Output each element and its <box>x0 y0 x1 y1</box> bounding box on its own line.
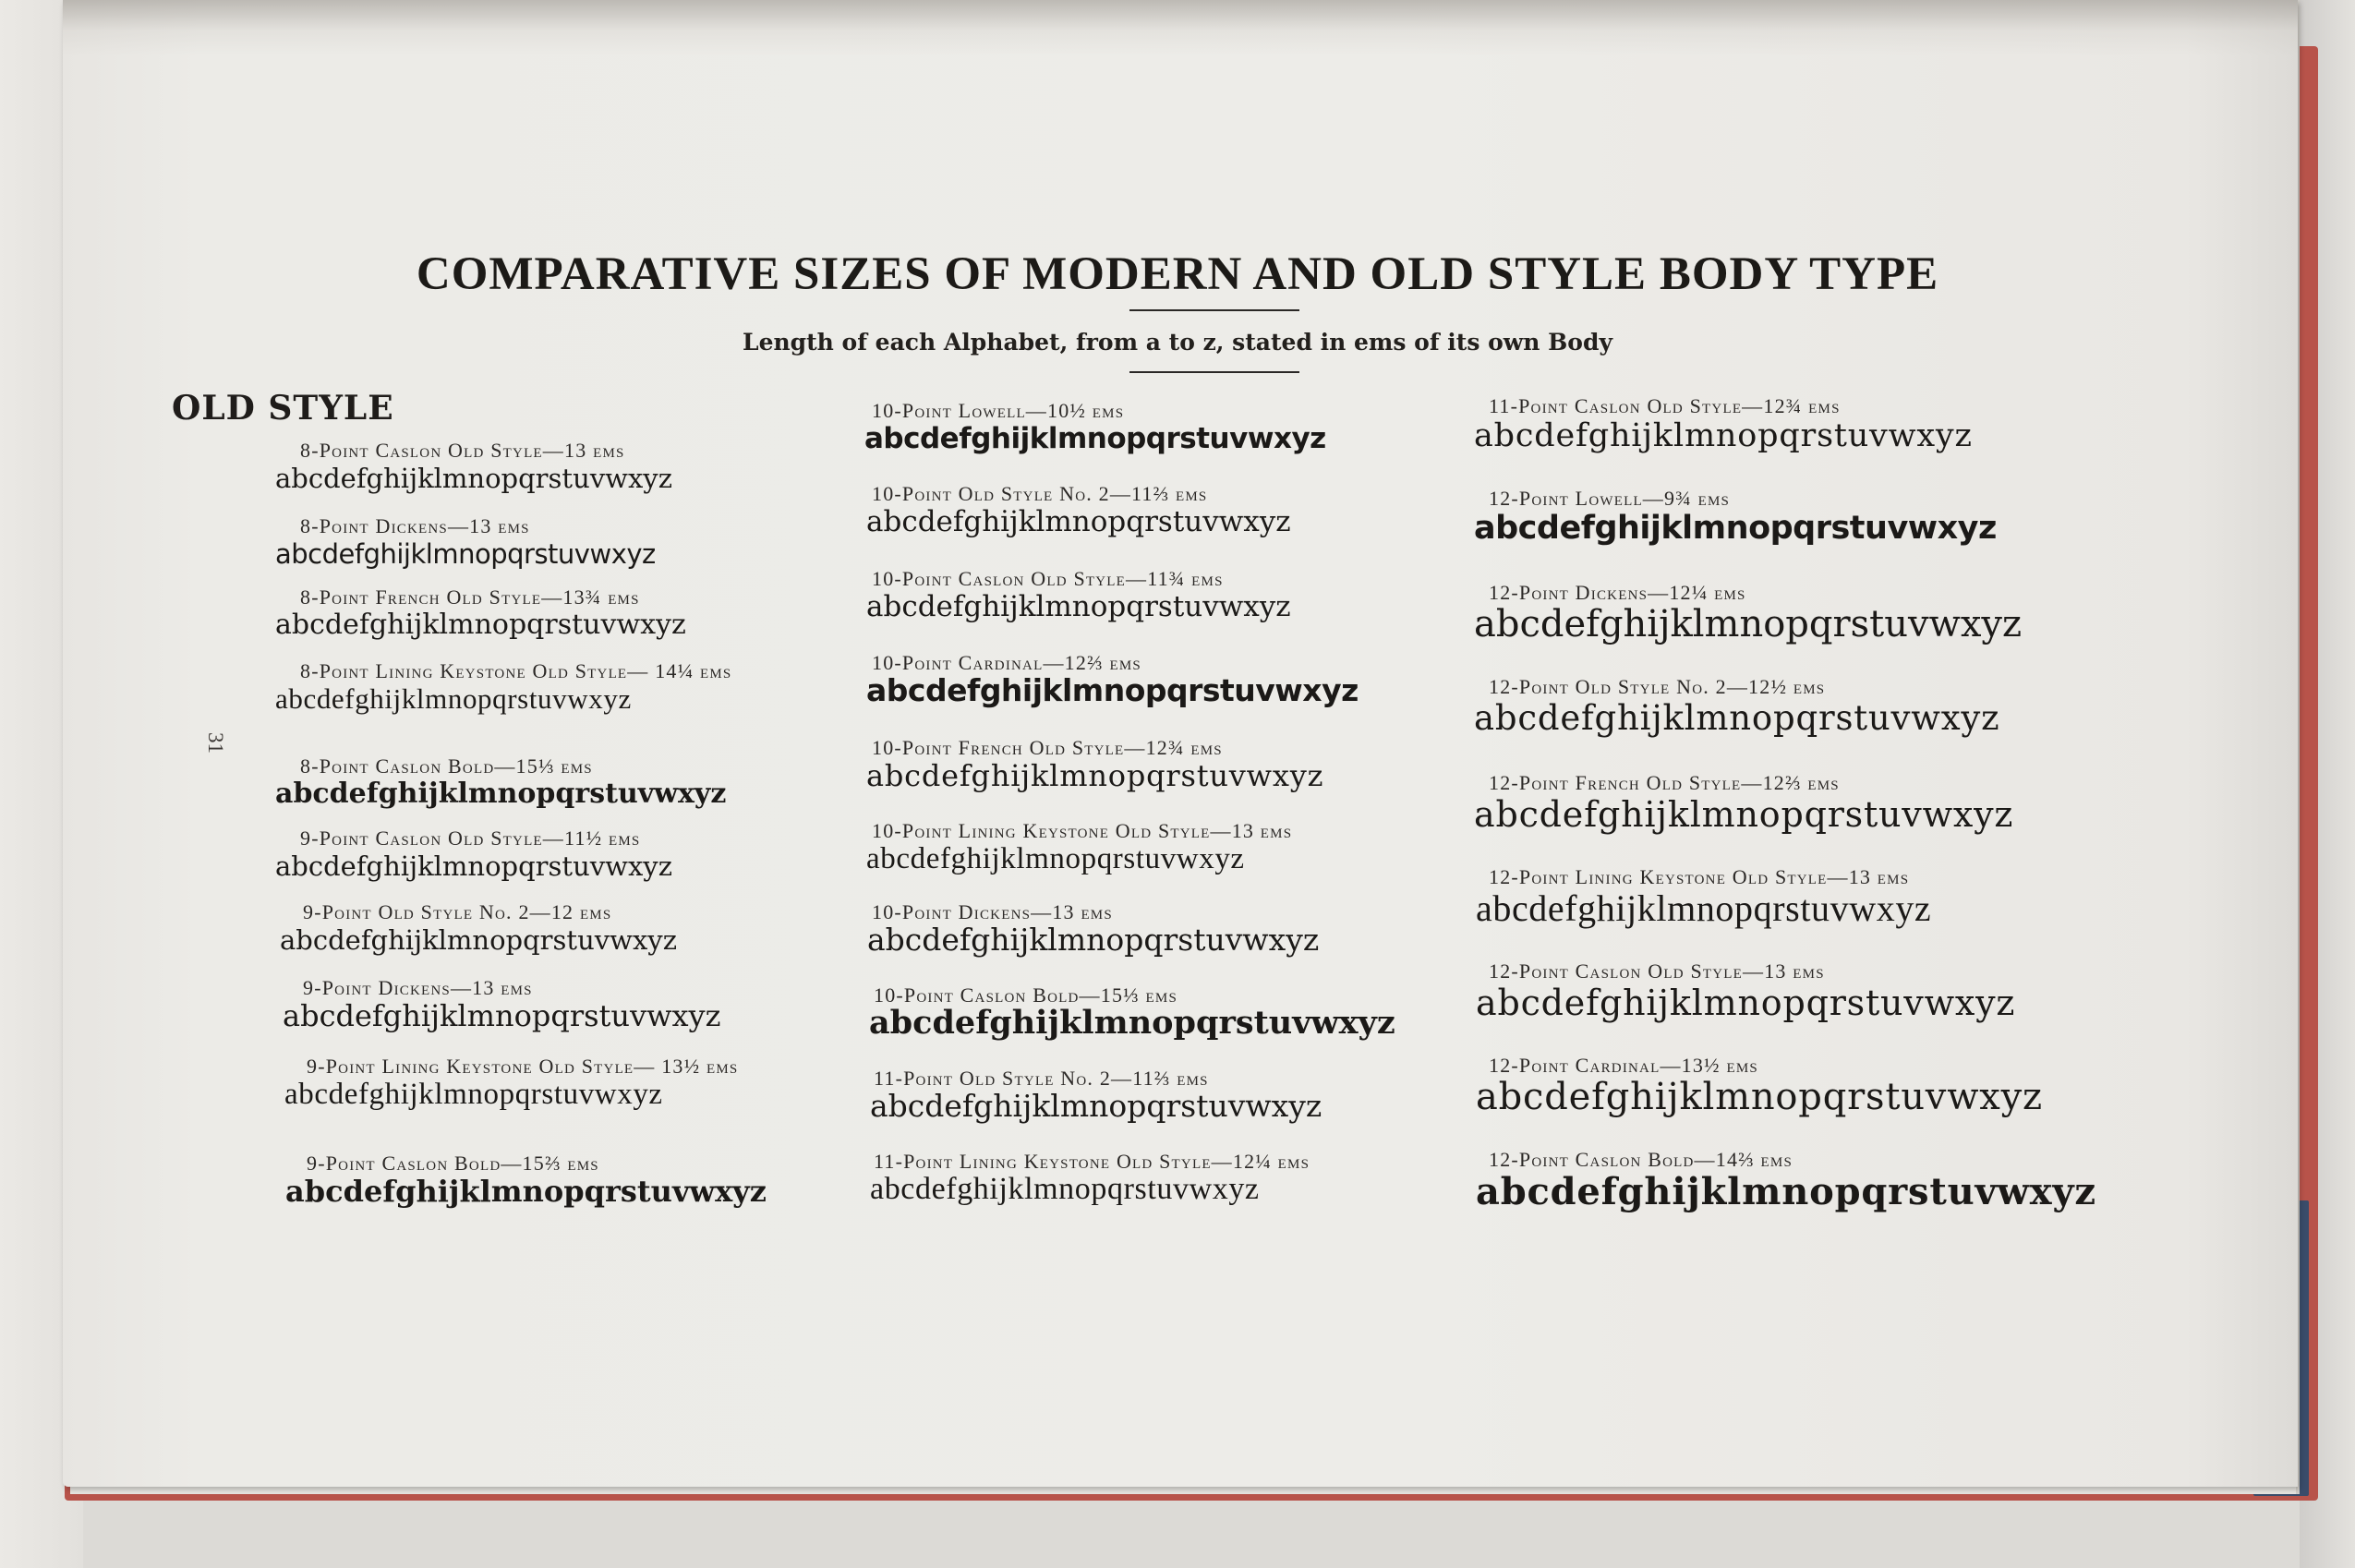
title-rule-top <box>1129 309 1299 311</box>
specimen-alphabet: abcdefghijklmnopqrstuvwxyz <box>866 505 1291 538</box>
specimen-alphabet: abcdefghijklmnopqrstuvwxyz <box>870 1088 1322 1124</box>
specimen-alphabet: abcdefghijklmnopqrstuvwxyz <box>866 590 1291 623</box>
specimen-alphabet: abcdefghijklmnopqrstuvwxyz <box>275 778 727 810</box>
type-specimen <box>1474 394 1973 454</box>
type-specimen <box>870 1150 1310 1206</box>
specimen-label: 10-Point Old Style No. 2—11⅔ ems <box>872 482 1208 505</box>
specimen-alphabet: abcdefghijklmnopqrstuvwxyz <box>1476 983 2016 1023</box>
specimen-label: 8-Point Caslon Bold—15⅓ ems <box>300 754 593 778</box>
specimen-label: 10-Point Dickens—13 ems <box>872 900 1113 923</box>
specimen-alphabet: abcdefghijklmnopqrstuvwxyz <box>1476 1076 2043 1118</box>
specimen-label: 12-Point Cardinal—13½ ems <box>1489 1054 1758 1077</box>
type-specimen <box>275 659 817 716</box>
type-specimen <box>866 567 1291 623</box>
specimen-label: 11-Point Caslon Old Style—12¾ ems <box>1489 394 1841 417</box>
specimen-label: 10-Point Caslon Bold—15⅓ ems <box>874 983 1178 1007</box>
specimen-alphabet: abcdefghijklmnopqrstuvwxyz <box>864 422 1326 455</box>
specimen-label: 9-Point Old Style No. 2—12 ems <box>303 900 612 923</box>
specimen-alphabet: abcdefghijklmnopqrstuvwxyz <box>285 1174 767 1209</box>
specimen-alphabet: abcdefghijklmnopqrstuvwxyz <box>1476 887 1932 929</box>
type-specimen <box>1474 771 2014 835</box>
specimen-alphabet: abcdefghijklmnopqrstuvwxyz <box>275 850 672 882</box>
type-specimen <box>866 651 1359 708</box>
type-specimen <box>1474 675 2000 739</box>
type-specimen <box>869 983 1395 1042</box>
type-specimen <box>870 1067 1322 1124</box>
specimen-alphabet: abcdefghijklmnopqrstuvwxyz <box>866 842 1245 875</box>
type-specimen <box>1476 959 2016 1023</box>
specimen-alphabet: abcdefghijklmnopqrstuvwxyz <box>1474 794 2014 835</box>
specimen-label: 12-Point Lining Keystone Old Style—13 ems <box>1489 865 1910 888</box>
column-heading-old-style: OLD STYLE <box>172 389 394 428</box>
type-specimen <box>1474 487 1997 547</box>
type-specimen <box>275 585 686 642</box>
type-specimen <box>866 819 1293 875</box>
type-specimen <box>864 399 1326 455</box>
type-specimen <box>283 976 721 1033</box>
type-specimen <box>1476 865 1932 929</box>
specimen-alphabet: abcdefghijklmnopqrstuvwxyz <box>283 998 721 1033</box>
specimen-label: 9-Point Dickens—13 ems <box>303 976 533 999</box>
page-number: 31 <box>204 732 227 754</box>
specimen-label: 12-Point Dickens—12¼ ems <box>1489 581 1746 604</box>
specimen-label: 9-Point Caslon Bold—15⅔ ems <box>307 1152 599 1175</box>
type-specimen <box>284 1055 824 1111</box>
specimen-label: 10-Point Cardinal—12⅔ ems <box>872 651 1141 674</box>
specimen-label: 12-Point Caslon Bold—14⅔ ems <box>1489 1148 1793 1171</box>
specimen-alphabet: abcdefghijklmnopqrstuvwxyz <box>275 682 632 715</box>
type-specimen <box>1476 1148 2096 1213</box>
specimen-label: 8-Point Lining Keystone Old Style— 14¼ ems <box>300 659 732 682</box>
specimen-alphabet: abcdefghijklmnopqrstuvwxyz <box>284 1078 663 1111</box>
specimen-alphabet: abcdefghijklmnopqrstuvwxyz <box>867 922 1320 958</box>
specimen-label: 8-Point Dickens—13 ems <box>300 514 530 537</box>
page-subtitle: Length of each Alphabet, from a to z, stated in ems of its own Body <box>742 329 1612 356</box>
type-specimen <box>1476 1054 2043 1118</box>
type-specimen <box>866 482 1291 538</box>
specimen-label: 9-Point Caslon Old Style—11½ ems <box>300 826 641 850</box>
specimen-label: 9-Point Lining Keystone Old Style— 13½ ems <box>307 1055 739 1078</box>
type-specimen <box>275 754 727 811</box>
specimen-alphabet: abcdefghijklmnopqrstuvwxyz <box>1474 698 2000 738</box>
specimen-alphabet: abcdefghijklmnopqrstuvwxyz <box>866 758 1324 793</box>
specimen-alphabet: abcdefghijklmnopqrstuvwxyz <box>280 924 677 956</box>
specimen-label: 11-Point Old Style No. 2—11⅔ ems <box>874 1067 1209 1090</box>
specimen-label: 8-Point Caslon Old Style—13 ems <box>300 439 625 462</box>
page-title: COMPARATIVE SIZES OF MODERN AND OLD STYLE BODY TYPE <box>416 248 1939 300</box>
specimen-alphabet: abcdefghijklmnopqrstuvwxyz <box>1476 1170 2096 1213</box>
gutter-shadow <box>63 0 2298 55</box>
specimen-alphabet: abcdefghijklmnopqrstuvwxyz <box>1474 417 1973 454</box>
specimen-label: 10-Point French Old Style—12¾ ems <box>872 736 1223 759</box>
title-rule-bottom <box>1129 371 1299 373</box>
specimen-label: 10-Point Lining Keystone Old Style—13 ems <box>872 819 1293 842</box>
specimen-alphabet: abcdefghijklmnopqrstuvwxyz <box>866 672 1359 708</box>
specimen-label: 12-Point Old Style No. 2—12½ ems <box>1489 675 1826 698</box>
type-specimen <box>280 900 677 957</box>
specimen-alphabet: abcdefghijklmnopqrstuvwxyz <box>869 1004 1395 1042</box>
specimen-alphabet: abcdefghijklmnopqrstuvwxyz <box>1474 603 2023 645</box>
specimen-label: 11-Point Lining Keystone Old Style—12¼ ems <box>874 1150 1310 1173</box>
specimen-alphabet: abcdefghijklmnopqrstuvwxyz <box>870 1172 1260 1206</box>
type-specimen <box>867 900 1320 958</box>
specimen-label: 10-Point Caslon Old Style—11¾ ems <box>872 567 1224 590</box>
type-specimen <box>275 826 672 883</box>
specimen-label: 12-Point Caslon Old Style—13 ems <box>1489 959 1825 983</box>
type-specimen <box>1474 581 2023 645</box>
type-specimen <box>275 514 656 571</box>
specimen-label: 12-Point Lowell—9¾ ems <box>1489 487 1731 510</box>
specimen-label: 10-Point Lowell—10½ ems <box>872 399 1125 422</box>
type-specimen <box>866 736 1324 793</box>
specimen-label: 12-Point French Old Style—12⅔ ems <box>1489 771 1840 794</box>
specimen-label: 8-Point French Old Style—13¾ ems <box>300 585 640 609</box>
specimen-alphabet: abcdefghijklmnopqrstuvwxyz <box>275 609 686 641</box>
specimen-alphabet: abcdefghijklmnopqrstuvwxyz <box>1474 510 1997 547</box>
type-specimen <box>275 439 672 495</box>
specimen-alphabet: abcdefghijklmnopqrstuvwxyz <box>275 538 656 570</box>
specimen-alphabet: abcdefghijklmnopqrstuvwxyz <box>275 463 672 494</box>
type-specimen <box>285 1152 767 1209</box>
